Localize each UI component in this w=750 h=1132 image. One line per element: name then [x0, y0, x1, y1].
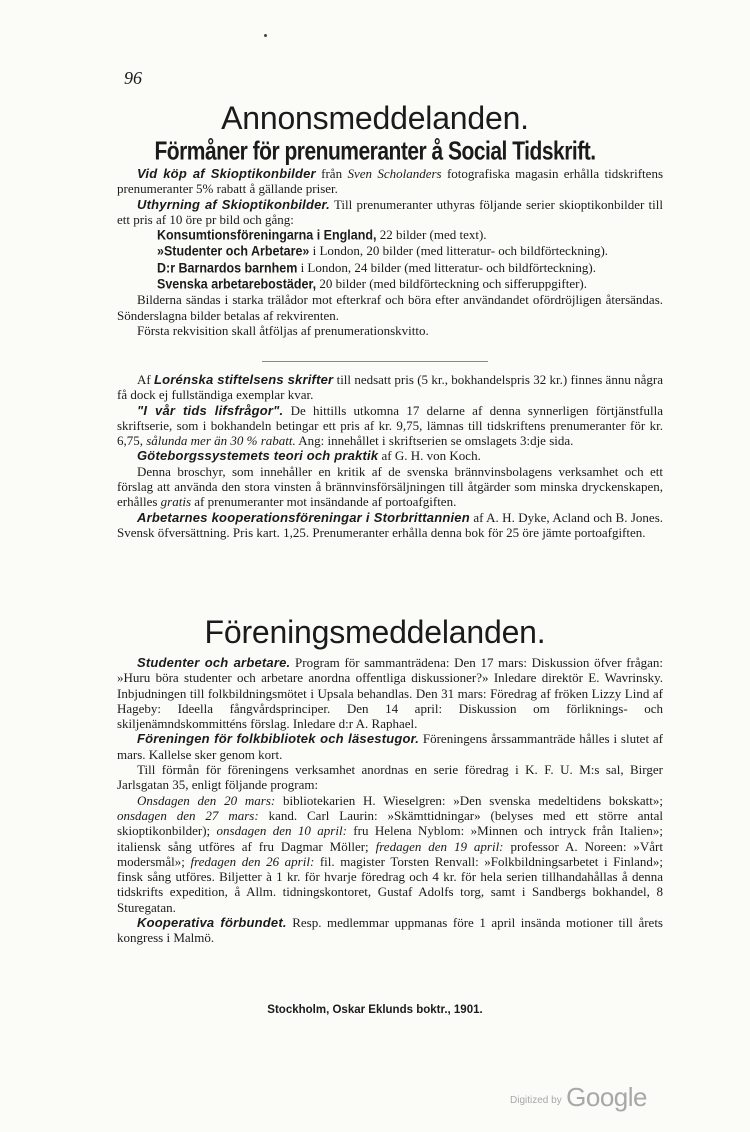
- ad-paragraph: Af Lorénska stiftelsens skrifter till nedsatt pris (5 kr., bokhandelspris 32 kr.) finnes ännu några få dock ej fullständiga exemplar kvar.: [117, 372, 663, 403]
- assoc-paragraph: Föreningen för folkbibliotek och läsestugor. Föreningens årssammanträde hålles i slutet af mars. Kallelse sker genom kort.: [117, 731, 663, 762]
- list-item: D:r Barnardos barnhem i London, 24 bilder (med litteratur- och bildförteckning).: [157, 259, 596, 276]
- ads-section: [117, 166, 663, 338]
- ad-paragraph: Bilderna sändas i starka trälådor mot efterkraf och böra efter användandet ofördröjligen återsändas. Sönderslagna bilder betalas af rekvirenten.: [117, 292, 663, 323]
- assoc-paragraph: Kooperativa förbundet. Resp. medlemmar uppmanas före 1 april insända motioner till årets kongress i Malmö.: [117, 915, 663, 946]
- ad-heading: Arbetarnes kooperationsföreningar i Storbrittannien: [137, 509, 470, 525]
- ad-paragraph: Vid köp af Skioptikonbilder från Sven Scholanders fotografiska magasin erhålla tidskriftens prenumeranter 5% rabatt å gällande priser.: [117, 166, 663, 197]
- ad-heading: Vid köp af Skioptikonbilder: [137, 166, 316, 181]
- ad-paragraph: Uthyrning af Skioptikonbilder. Till prenumeranter uthyras följande serier skioptikonbilder till ett pris af 10 öre pr bild och gång:: [117, 196, 663, 227]
- ad-paragraph: Arbetarnes kooperationsföreningar i Storbrittannien af A. H. Dyke, Acland och B. Jones. Svensk öfversättning. Pris kart. 1,25. Prenumeranter erhålla denna bok för 25 öre jämte portoafgiften.: [117, 509, 664, 540]
- list-item: »Studenter och Arbetare» i London, 20 bilder (med litteratur- och bildförteckning).: [157, 243, 609, 260]
- printer-imprint: Stockholm, Oskar Eklunds boktr., 1901.: [267, 1004, 483, 1016]
- ad-paragraph: Denna broschyr, som innehåller en kritik af de svenska brännvinsbolagens verksamhet och ett förslag att använda den stora vinsten å brännvinsförsäljningen till åtgärder som minska dryckenskapen, erhålles gratis af prenumeranter mot insändande af portoafgiften.: [117, 463, 663, 510]
- google-logo: Google: [566, 1082, 647, 1112]
- page-number: 96: [124, 68, 142, 88]
- ad-paragraph: "I vår tids lifsfrågor". De hittills utkomna 17 delarne af denna synnerligen förtjänstfulla skriftserie, som i bokhandeln betingar ett pris af kr. 9,75, lämnas till tidskriftens prenumeranter för kr. 6,75, sålunda mer än 30 % rabatt. Ang: innehållet i skriftserien se omslagets 3:dje sida.: [117, 402, 663, 449]
- assoc-paragraph: Onsdagen den 20 mars: bibliotekarien H. Wieselgren: »Den svenska medeltidens bokskatt»; onsdagen den 27 mars: kand. Carl Laurin: »Skämttidningar» (belyses med ett större antal skioptikonbilder); onsdagen den 10 april: fru Helena Nyblom: »Minnen och intryck från Italien»; italiensk sång utföres af fru Dagmar Möller; fredagen den 19 april: professor A. Noreen: »Vårt modersmål»; fredagen den 26 april: fil. magister Torsten Renvall: »Folkbildningsarbetet i Finland»; finsk sång utföres. Biljetter à 1 kr. för hvarje föredrag och 4 kr. för hela serien tillhandahållas å denna tidskrifts expedition, å Allm. tidningskontoret, Gustaf Adolfs torg, samt i Sandbergs bokhandel, 8 Sturegatan.: [117, 792, 664, 915]
- assoc-heading: Föreningen för folkbibliotek och läsestugor.: [137, 731, 420, 747]
- digitized-watermark: Digitized by Google: [510, 1082, 647, 1112]
- scan-speck: [264, 34, 267, 37]
- ad-heading: Lorénska stiftelsens skrifter: [154, 372, 334, 387]
- page-title: Annonsmeddelanden.: [221, 100, 529, 136]
- section-title: Föreningsmeddelanden.: [204, 614, 546, 650]
- assoc-heading: Kooperativa förbundet.: [137, 915, 287, 931]
- ad-heading: Uthyrning af Skioptikonbilder.: [137, 196, 330, 212]
- ad-heading: "I vår tids lifsfrågor".: [137, 402, 284, 418]
- ad-paragraph: Göteborgssystemets teori och praktik af G. H. von Koch.: [137, 448, 481, 464]
- divider: [262, 361, 488, 362]
- page-subtitle: Förmåner för prenumeranter å Social Tidskrift.: [154, 137, 596, 166]
- list-item: Konsumtionsföreningarna i England, 22 bilder (med text).: [157, 227, 487, 243]
- ads-section-books: [117, 372, 663, 540]
- assoc-paragraph: Till förmån för föreningens verksamhet anordnas en serie föredrag i K. F. U. M:s sal, Birger Jarlsgatan 35, enligt följande program:: [117, 762, 663, 793]
- assoc-paragraph: Studenter och arbetare. Program för sammanträdena: Den 17 mars: Diskussion öfver frågan: »Huru böra studenter och arbetare anordna offentliga diskussioner?» Inledare direktör E. Wavrinsky. Inbjudningen till folkbildningsmötet i Upsala behandlas. Den 31 mars: Föredrag af fröken Lizzy Lind af Hageby: Ideella fångvårdsprinciper. Den 14 april: Diskussion om förliknings- och skiljenämndskommitténs förslag. Inledare d:r A. Raphael.: [117, 655, 663, 732]
- assoc-section: [117, 655, 663, 946]
- ad-paragraph: Första rekvisition skall åtföljas af prenumerationskvitto.: [137, 322, 429, 338]
- assoc-heading: Studenter och arbetare.: [137, 655, 291, 670]
- list-item: Svenska arbetarebostäder, 20 bilder (med bildförteckning och sifferuppgifter).: [157, 276, 587, 292]
- ad-heading: Göteborgssystemets teori och praktik: [137, 448, 379, 464]
